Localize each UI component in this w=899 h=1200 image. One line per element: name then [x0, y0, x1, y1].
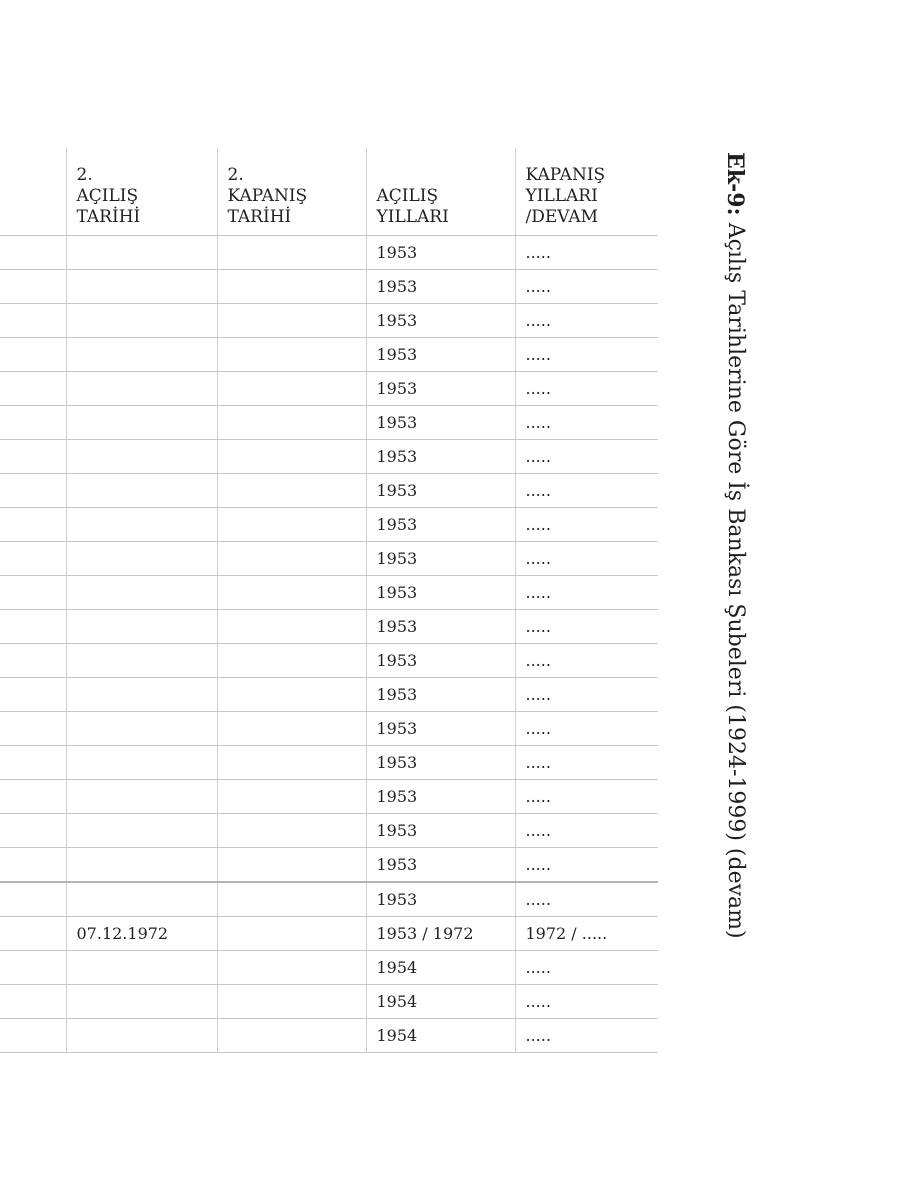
cell-second-opening-date	[66, 1019, 217, 1053]
table-row	[0, 917, 658, 951]
cell-closing-years-continuing: .....	[515, 304, 658, 338]
cell-opening-years: 1954	[366, 985, 515, 1019]
cell-closing-years-continuing: .....	[515, 780, 658, 814]
table-row	[0, 440, 658, 474]
branch-table-container	[0, 148, 658, 1053]
cell-closing-years-continuing: .....	[515, 1019, 658, 1053]
cell-opening-years: 1953	[366, 644, 515, 678]
cell-cut-off-column	[0, 270, 66, 304]
cell-second-opening-date	[66, 985, 217, 1019]
cell-second-closing-date	[217, 236, 366, 270]
cell-second-closing-date	[217, 746, 366, 780]
cell-second-opening-date	[66, 780, 217, 814]
cell-closing-years-continuing: .....	[515, 440, 658, 474]
cell-cut-off-column	[0, 236, 66, 270]
cell-closing-years-continuing: .....	[515, 644, 658, 678]
cell-second-opening-date	[66, 270, 217, 304]
cell-second-closing-date	[217, 542, 366, 576]
cell-second-opening-date	[66, 304, 217, 338]
table-row	[0, 338, 658, 372]
cell-cut-off-column	[0, 712, 66, 746]
cell-second-closing-date	[217, 848, 366, 883]
cell-closing-years-continuing: .....	[515, 372, 658, 406]
table-row	[0, 678, 658, 712]
cell-closing-years-continuing: .....	[515, 270, 658, 304]
cell-cut-off-column	[0, 951, 66, 985]
cell-closing-years-continuing: .....	[515, 678, 658, 712]
cell-second-closing-date	[217, 304, 366, 338]
cell-second-closing-date	[217, 678, 366, 712]
table-row	[0, 746, 658, 780]
cell-second-opening-date	[66, 236, 217, 270]
cell-second-closing-date	[217, 951, 366, 985]
cell-second-closing-date	[217, 712, 366, 746]
table-body	[0, 236, 658, 1053]
cell-second-closing-date	[217, 882, 366, 917]
cell-closing-years-continuing: .....	[515, 338, 658, 372]
cell-closing-years-continuing: .....	[515, 576, 658, 610]
cell-cut-off-column	[0, 985, 66, 1019]
table-row	[0, 1019, 658, 1053]
cell-second-closing-date	[217, 985, 366, 1019]
cell-second-closing-date	[217, 644, 366, 678]
cell-opening-years: 1953	[366, 678, 515, 712]
cell-cut-off-column	[0, 678, 66, 712]
cell-opening-years: 1953	[366, 542, 515, 576]
caption-text: Açılış Tarihlerine Göre İş Bankası Şubeleri (1924-1999) (devam)	[723, 222, 748, 939]
cell-cut-off-column	[0, 1019, 66, 1053]
cell-second-opening-date	[66, 746, 217, 780]
table-row	[0, 780, 658, 814]
cell-cut-off-column	[0, 814, 66, 848]
cell-second-opening-date	[66, 814, 217, 848]
table-row	[0, 304, 658, 338]
table-row	[0, 372, 658, 406]
cell-cut-off-column	[0, 508, 66, 542]
cell-opening-years: 1953	[366, 610, 515, 644]
cell-opening-years: 1954	[366, 1019, 515, 1053]
cell-second-opening-date	[66, 610, 217, 644]
cell-closing-years-continuing: .....	[515, 236, 658, 270]
cell-second-closing-date	[217, 1019, 366, 1053]
cell-second-opening-date	[66, 372, 217, 406]
cell-opening-years: 1953	[366, 372, 515, 406]
cell-second-opening-date	[66, 644, 217, 678]
header-second-opening-date: 2. AÇILIŞ TARİHİ	[66, 148, 217, 236]
cell-closing-years-continuing: .....	[515, 746, 658, 780]
table-row	[0, 508, 658, 542]
cell-second-opening-date	[66, 848, 217, 883]
cell-second-opening-date	[66, 951, 217, 985]
cell-second-closing-date	[217, 474, 366, 508]
header-closing-years-continuing: KAPANIŞ YILLARI /DEVAM	[515, 148, 658, 236]
cell-cut-off-column	[0, 304, 66, 338]
cell-cut-off-column	[0, 780, 66, 814]
cell-second-closing-date	[217, 917, 366, 951]
table-row	[0, 270, 658, 304]
cell-cut-off-column	[0, 440, 66, 474]
cell-opening-years: 1953	[366, 440, 515, 474]
cell-opening-years: 1953 / 1972	[366, 917, 515, 951]
table-row	[0, 848, 658, 883]
cell-cut-off-column	[0, 610, 66, 644]
cell-second-opening-date	[66, 474, 217, 508]
cell-cut-off-column	[0, 746, 66, 780]
cell-opening-years: 1953	[366, 814, 515, 848]
cell-closing-years-continuing: 1972 / .....	[515, 917, 658, 951]
cell-second-closing-date	[217, 780, 366, 814]
cell-second-opening-date	[66, 542, 217, 576]
cell-second-closing-date	[217, 270, 366, 304]
table-row	[0, 542, 658, 576]
cell-closing-years-continuing: .....	[515, 508, 658, 542]
cell-opening-years: 1953	[366, 508, 515, 542]
branch-opening-table	[0, 148, 658, 1053]
cell-cut-off-column	[0, 474, 66, 508]
cell-second-closing-date	[217, 406, 366, 440]
cell-second-opening-date	[66, 712, 217, 746]
cell-opening-years: 1953	[366, 576, 515, 610]
cell-cut-off-column	[0, 406, 66, 440]
cell-closing-years-continuing: .....	[515, 814, 658, 848]
cell-closing-years-continuing: .....	[515, 951, 658, 985]
table-row	[0, 406, 658, 440]
cell-closing-years-continuing: .....	[515, 985, 658, 1019]
cell-second-opening-date: 07.12.1972	[66, 917, 217, 951]
table-row	[0, 576, 658, 610]
cell-cut-off-column	[0, 542, 66, 576]
table-row	[0, 236, 658, 270]
cell-closing-years-continuing: .....	[515, 610, 658, 644]
cell-second-opening-date	[66, 882, 217, 917]
cell-opening-years: 1953	[366, 474, 515, 508]
cell-opening-years: 1953	[366, 304, 515, 338]
cell-opening-years: 1954	[366, 951, 515, 985]
header-second-closing-date: 2. KAPANIŞ TARİHİ	[217, 148, 366, 236]
table-row	[0, 474, 658, 508]
cell-second-opening-date	[66, 678, 217, 712]
table-caption	[710, 152, 760, 972]
cell-second-closing-date	[217, 576, 366, 610]
cell-cut-off-column	[0, 644, 66, 678]
cell-opening-years: 1953	[366, 780, 515, 814]
cell-opening-years: 1953	[366, 712, 515, 746]
cell-opening-years: 1953	[366, 236, 515, 270]
table-row	[0, 985, 658, 1019]
cell-closing-years-continuing: .....	[515, 542, 658, 576]
table-row	[0, 882, 658, 917]
cell-opening-years: 1953	[366, 882, 515, 917]
cell-opening-years: 1953	[366, 848, 515, 883]
cell-cut-off-column	[0, 917, 66, 951]
cell-opening-years: 1953	[366, 338, 515, 372]
cell-second-closing-date	[217, 338, 366, 372]
cell-second-opening-date	[66, 576, 217, 610]
cell-opening-years: 1953	[366, 406, 515, 440]
header-cut-off-column	[0, 148, 66, 236]
cell-second-opening-date	[66, 440, 217, 474]
cell-cut-off-column	[0, 338, 66, 372]
cell-closing-years-continuing: .....	[515, 474, 658, 508]
cell-cut-off-column	[0, 848, 66, 883]
cell-cut-off-column	[0, 372, 66, 406]
table-row	[0, 712, 658, 746]
cell-cut-off-column	[0, 882, 66, 917]
cell-second-opening-date	[66, 406, 217, 440]
cell-second-closing-date	[217, 610, 366, 644]
cell-second-closing-date	[217, 440, 366, 474]
caption-label: Ek-9:	[722, 152, 748, 216]
table-header-row	[0, 148, 658, 236]
cell-closing-years-continuing: .....	[515, 848, 658, 883]
table-row	[0, 814, 658, 848]
table-row	[0, 951, 658, 985]
cell-opening-years: 1953	[366, 746, 515, 780]
header-opening-years: AÇILIŞ YILLARI	[366, 148, 515, 236]
cell-second-opening-date	[66, 338, 217, 372]
cell-second-closing-date	[217, 508, 366, 542]
cell-opening-years: 1953	[366, 270, 515, 304]
cell-second-closing-date	[217, 814, 366, 848]
cell-closing-years-continuing: .....	[515, 712, 658, 746]
cell-second-opening-date	[66, 508, 217, 542]
table-row	[0, 610, 658, 644]
cell-closing-years-continuing: .....	[515, 882, 658, 917]
cell-second-closing-date	[217, 372, 366, 406]
table-row	[0, 644, 658, 678]
cell-closing-years-continuing: .....	[515, 406, 658, 440]
cell-cut-off-column	[0, 576, 66, 610]
